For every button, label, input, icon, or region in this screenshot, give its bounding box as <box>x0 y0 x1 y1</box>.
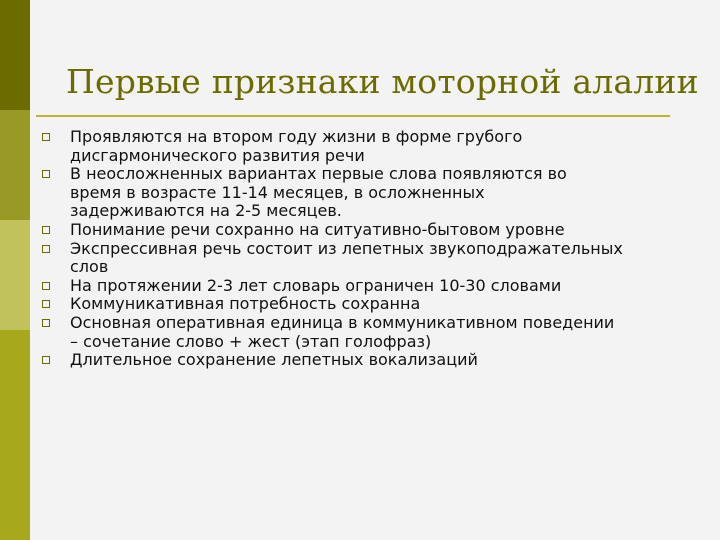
square-bullet-icon <box>42 133 50 141</box>
bullet-line: Проявляются на втором году жизни в форме грубого <box>70 127 523 146</box>
bullet-item <box>42 165 692 221</box>
side-stripe-mid <box>0 110 30 220</box>
side-stripe-dark <box>0 0 30 110</box>
square-bullet-icon <box>42 356 50 364</box>
square-bullet-icon <box>42 319 50 327</box>
slide-title: Первые признаки моторной алалии <box>66 62 699 101</box>
bullet-line: задерживаются на 2-5 месяцев. <box>70 201 342 221</box>
bullet-line: Понимание речи сохранно на ситуативно-бытовом уровне <box>70 219 565 239</box>
bullet-line: дисгармонического развития речи <box>70 145 365 165</box>
bullet-line: Длительное сохранение лепетных вокализаций <box>70 350 478 370</box>
side-stripe-light <box>0 220 30 330</box>
bullet-list <box>42 128 692 370</box>
bullet-line: Экспрессивная речь состоит из лепетных звукоподражательных <box>70 238 623 258</box>
square-bullet-icon <box>42 300 50 308</box>
bullet-item <box>42 128 692 165</box>
side-stripe-bottom <box>0 330 30 540</box>
square-bullet-icon <box>42 282 50 290</box>
bullet-line: На протяжении 2-3 лет словарь ограничен 10-30 словами <box>70 275 562 295</box>
square-bullet-icon <box>42 170 50 178</box>
bullet-line: Основная оперативная единица в коммуникативном поведении <box>70 312 615 332</box>
bullet-item <box>42 314 692 351</box>
bullet-line: – сочетание слово + жест (этап голофраз) <box>70 331 432 351</box>
bullet-line: слов <box>70 257 109 277</box>
bullet-line: Коммуникативная потребность сохранна <box>70 294 421 314</box>
square-bullet-icon <box>42 245 50 253</box>
bullet-line: В неосложненных вариантах первые слова появляются во <box>70 164 567 184</box>
bullet-line: время в возрасте 11-14 месяцев, в осложненных <box>70 182 485 202</box>
bullet-item <box>42 277 692 296</box>
bullet-item <box>42 351 692 370</box>
title-underline <box>36 115 670 117</box>
bullet-item <box>42 295 692 314</box>
bullet-item <box>42 240 692 277</box>
square-bullet-icon <box>42 226 50 234</box>
bullet-item <box>42 221 692 240</box>
